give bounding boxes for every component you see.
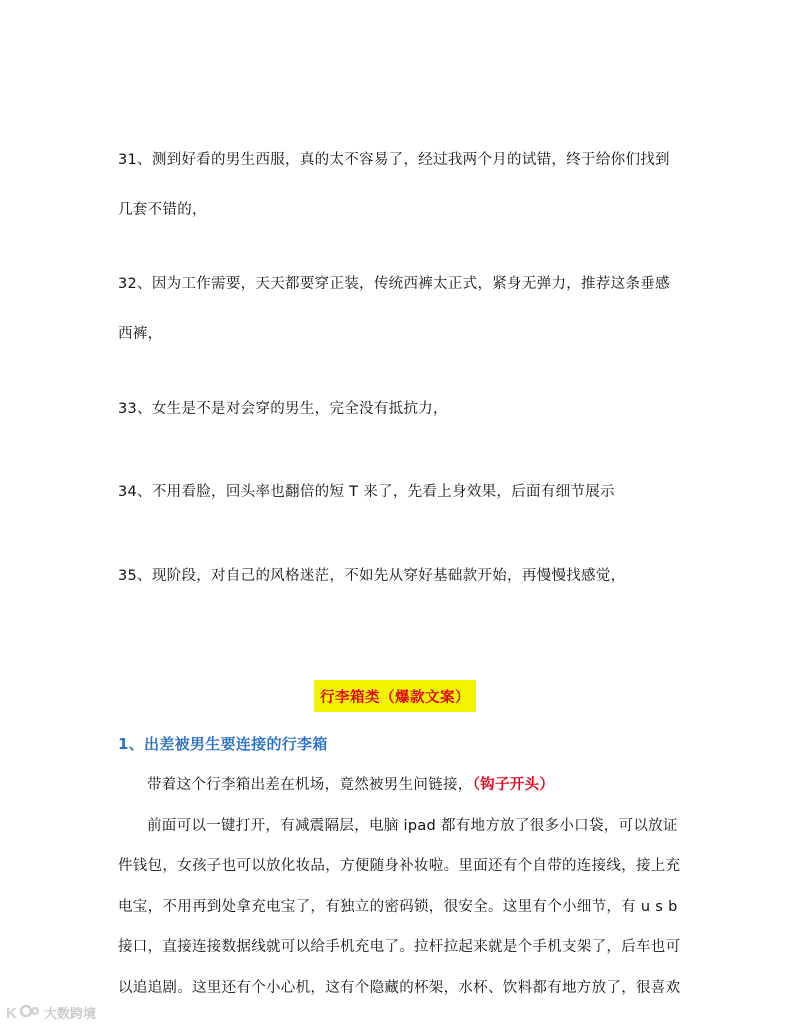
section-heading-text: 行李箱类（爆款文案） xyxy=(320,689,470,706)
list-item-33: 33、女生是不是对会穿的男生，完全没有抵抗力， xyxy=(118,401,448,417)
list-item-35: 35、现阶段，对自己的风格迷茫，不如先从穿好基础款开始，再慢慢找感觉， xyxy=(118,568,626,584)
body-paragraph xyxy=(118,806,684,1009)
watermark-logo-icon xyxy=(6,1002,40,1022)
list-item-31: 31、测到好看的男生西服，真的太不容易了，经过我两个月的试错，终于给你们找到几套不错的， xyxy=(118,152,670,218)
list-item-32: 32、因为工作需要，天天都要穿正装，传统西裤太正式，紧身无弹力，推荐这条垂感西裤， xyxy=(118,276,670,342)
svg-text:K: K xyxy=(6,1005,17,1022)
watermark-text: 大数跨境 xyxy=(44,1006,97,1022)
section-heading xyxy=(314,680,476,712)
list-item-34: 34、不用看脸，回头率也翻倍的短 T 来了，先看上身效果，后面有细节展示 xyxy=(118,484,615,500)
hook-label: （钩子开头） xyxy=(472,777,555,793)
body-text: 前面可以一键打开，有减震隔层，电脑 ipad 都有地方放了很多小口袋，可以放证件钱包，女孩子也可以放化妆品，方便随身补妆啦。里面还有个自带的连接线，接上充电宝，不用再到处拿充电宝了，有独立的密码锁，很安全。这里有个小细节，有 u s b 接口，直接连接数据线就可以给手机充电了。拉杆拉起来就是个手机支架了，后车也可以追追剧。这里还有个小心机，这有个隐藏的杯架，水杯、饮料都有地方放了，很喜欢 xyxy=(118,817,681,996)
watermark xyxy=(6,1002,96,1022)
intro-paragraph xyxy=(118,765,684,806)
section-subheading: 1、出差被男生要连接的行李箱 xyxy=(118,735,328,753)
intro-text: 带着这个行李箱出差在机场，竟然被男生问链接， xyxy=(147,777,473,793)
section-body xyxy=(118,765,684,1008)
